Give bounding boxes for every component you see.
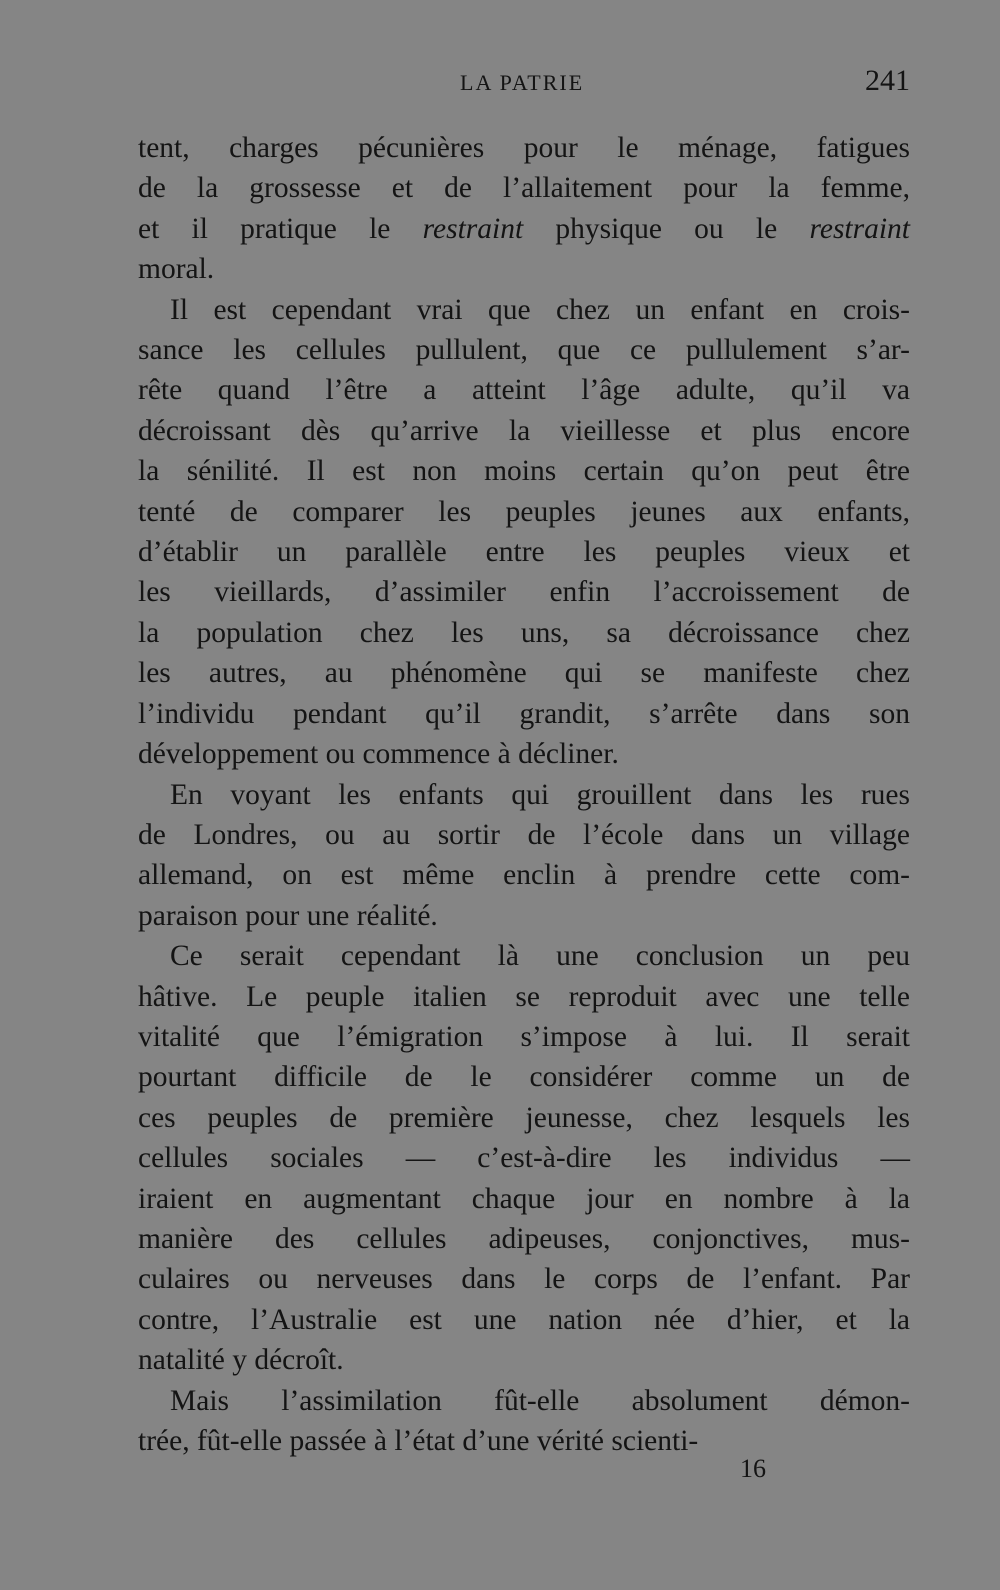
text-segment: physique ou le <box>523 212 810 245</box>
page-header <box>142 64 910 98</box>
text-line: de la grossesse et de l’allaitement pour la femme, <box>138 172 910 205</box>
text-line: les vieillards, d’assimiler enfin l’accroissement de <box>138 576 910 609</box>
text-line: culaires ou nerveuses dans le corps de l’enfant. Par <box>138 1263 910 1296</box>
text-line: décroissant dès qu’arrive la vieillesse et plus encore <box>138 414 910 447</box>
running-title: LA PATRIE <box>460 70 585 95</box>
paragraph <box>138 290 910 775</box>
text-line: l’individu pendant qu’il grandit, s’arrête dans son <box>138 697 910 730</box>
text-line: sance les cellules pullulent, que ce pullulement s’ar- <box>138 334 910 367</box>
text-line: d’établir un parallèle entre les peuples vieux et <box>138 536 910 569</box>
paragraph <box>138 128 910 290</box>
signature-mark: 16 <box>740 1454 766 1483</box>
text-line: Mais l’assimilation fût-elle absolument démon- <box>170 1384 910 1417</box>
text-line: la sénilité. Il est non moins certain qu’on peut être <box>138 455 910 488</box>
page-number: 241 <box>865 64 910 97</box>
text-line: iraient en augmentant chaque jour en nombre à la <box>138 1182 910 1215</box>
text-line <box>138 209 910 249</box>
text-line: En voyant les enfants qui grouillent dans les rues <box>170 778 910 811</box>
text-line: les autres, au phénomène qui se manifeste chez <box>138 657 910 690</box>
text-line: ces peuples de première jeunesse, chez lesquels les <box>138 1101 910 1134</box>
body-text <box>138 128 910 1461</box>
text-line: tenté de comparer les peuples jeunes aux enfants, <box>138 495 910 528</box>
text-line: trée, fût-elle passée à l’état d’une vérité scienti- <box>138 1425 699 1457</box>
text-line: natalité y décroît. <box>138 1344 344 1377</box>
text-segment: et il pratique le <box>138 212 423 245</box>
text-line: contre, l’Australie est une nation née d’hier, et la <box>138 1303 910 1336</box>
text-line: paraison pour une réalité. <box>138 899 438 932</box>
text-line: Il est cependant vrai que chez un enfant en crois- <box>170 293 910 326</box>
text-line: rête quand l’être a atteint l’âge adulte, qu’il va <box>138 374 910 407</box>
text-line: tent, charges pécunières pour le ménage, fatigues <box>138 132 910 164</box>
text-line: Ce serait cependant là une conclusion un peu <box>170 940 910 973</box>
text-line: cellules sociales — c’est-à-dire les individus — <box>138 1142 910 1175</box>
text-line: la population chez les uns, sa décroissance chez <box>138 616 910 649</box>
text-line: pourtant difficile de le considérer comme un de <box>138 1061 910 1094</box>
text-line: développement ou commence à décliner. <box>138 738 619 771</box>
text-line: de Londres, ou au sortir de l’école dans un village <box>138 818 910 851</box>
paragraph <box>138 1381 910 1462</box>
text-line: vitalité que l’émigration s’impose à lui. Il serait <box>138 1020 910 1053</box>
italic-term: restraint <box>809 212 910 245</box>
text-line: manière des cellules adipeuses, conjonctives, mus- <box>138 1222 910 1255</box>
italic-term: restraint <box>422 212 524 245</box>
text-line: allemand, on est même enclin à prendre cette com- <box>138 859 910 892</box>
paragraph <box>138 775 910 937</box>
text-line: hâtive. Le peuple italien se reproduit avec une telle <box>138 980 910 1013</box>
text-line: moral. <box>138 253 215 286</box>
paragraph <box>138 936 910 1380</box>
